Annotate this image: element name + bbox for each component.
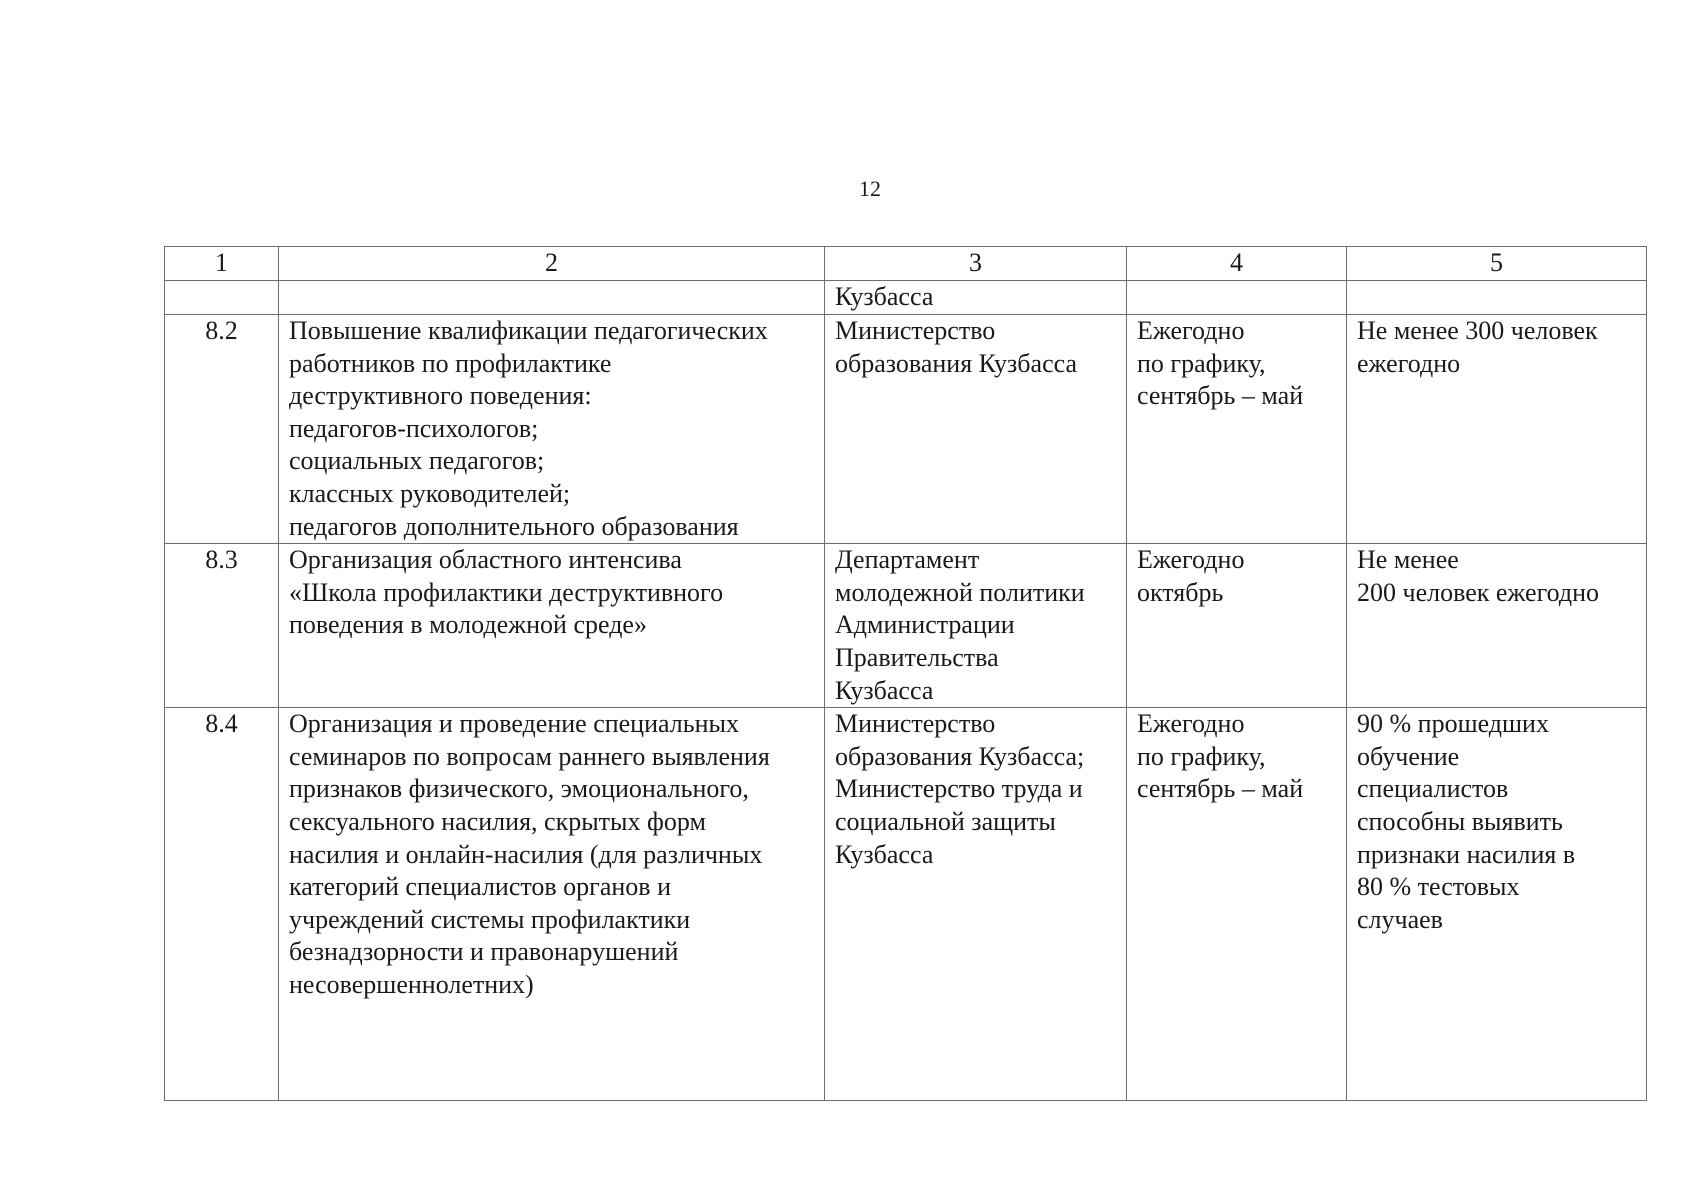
cell-result	[1347, 281, 1647, 315]
table-row-continuation	[165, 281, 1647, 315]
cell-responsible: Кузбасса	[825, 281, 1127, 315]
cell-activity	[279, 281, 825, 315]
cell-deadline: Ежегодно по графику, сентябрь – май	[1127, 708, 1347, 1101]
cell-deadline: Ежегодно по графику, сентябрь – май	[1127, 315, 1347, 544]
column-header-1: 1	[165, 247, 279, 281]
cell-num	[165, 281, 279, 315]
measures-table	[164, 246, 1647, 1101]
cell-result: Не менее 300 человек ежегодно	[1347, 315, 1647, 544]
table-row	[165, 708, 1647, 1101]
cell-num: 8.2	[165, 315, 279, 544]
cell-num: 8.3	[165, 544, 279, 708]
cell-responsible: Департамент молодежной политики Администрации Правительства Кузбасса	[825, 544, 1127, 708]
cell-result: 90 % прошедших обучение специалистов способны выявить признаки насилия в 80 % тестовых случаев	[1347, 708, 1647, 1101]
cell-activity: Повышение квалификации педагогических работников по профилактике деструктивного поведения: педагогов-психологов; социальных педагогов; классных руководителей; педагогов дополнительного образования	[279, 315, 825, 544]
cell-responsible: Министерство образования Кузбасса	[825, 315, 1127, 544]
table-row	[165, 544, 1647, 708]
page-number: 12	[859, 176, 881, 201]
column-header-4: 4	[1127, 247, 1347, 281]
cell-num: 8.4	[165, 708, 279, 1101]
column-header-5: 5	[1347, 247, 1647, 281]
cell-deadline: Ежегодно октябрь	[1127, 544, 1347, 708]
cell-responsible: Министерство образования Кузбасса; Министерство труда и социальной защиты Кузбасса	[825, 708, 1127, 1101]
cell-deadline	[1127, 281, 1347, 315]
table-header-row	[165, 247, 1647, 281]
cell-result: Не менее 200 человек ежегодно	[1347, 544, 1647, 708]
column-header-3: 3	[825, 247, 1127, 281]
cell-activity: Организация областного интенсива «Школа профилактики деструктивного поведения в молодежной среде»	[279, 544, 825, 708]
table-row	[165, 315, 1647, 544]
cell-activity: Организация и проведение специальных семинаров по вопросам раннего выявления признаков физического, эмоционального, сексуального насилия, скрытых форм насилия и онлайн-насилия (для различных категорий специалистов органов и учреждений системы профилактики безнадзорности и правонарушений несовершеннолетних)	[279, 708, 825, 1101]
column-header-2: 2	[279, 247, 825, 281]
